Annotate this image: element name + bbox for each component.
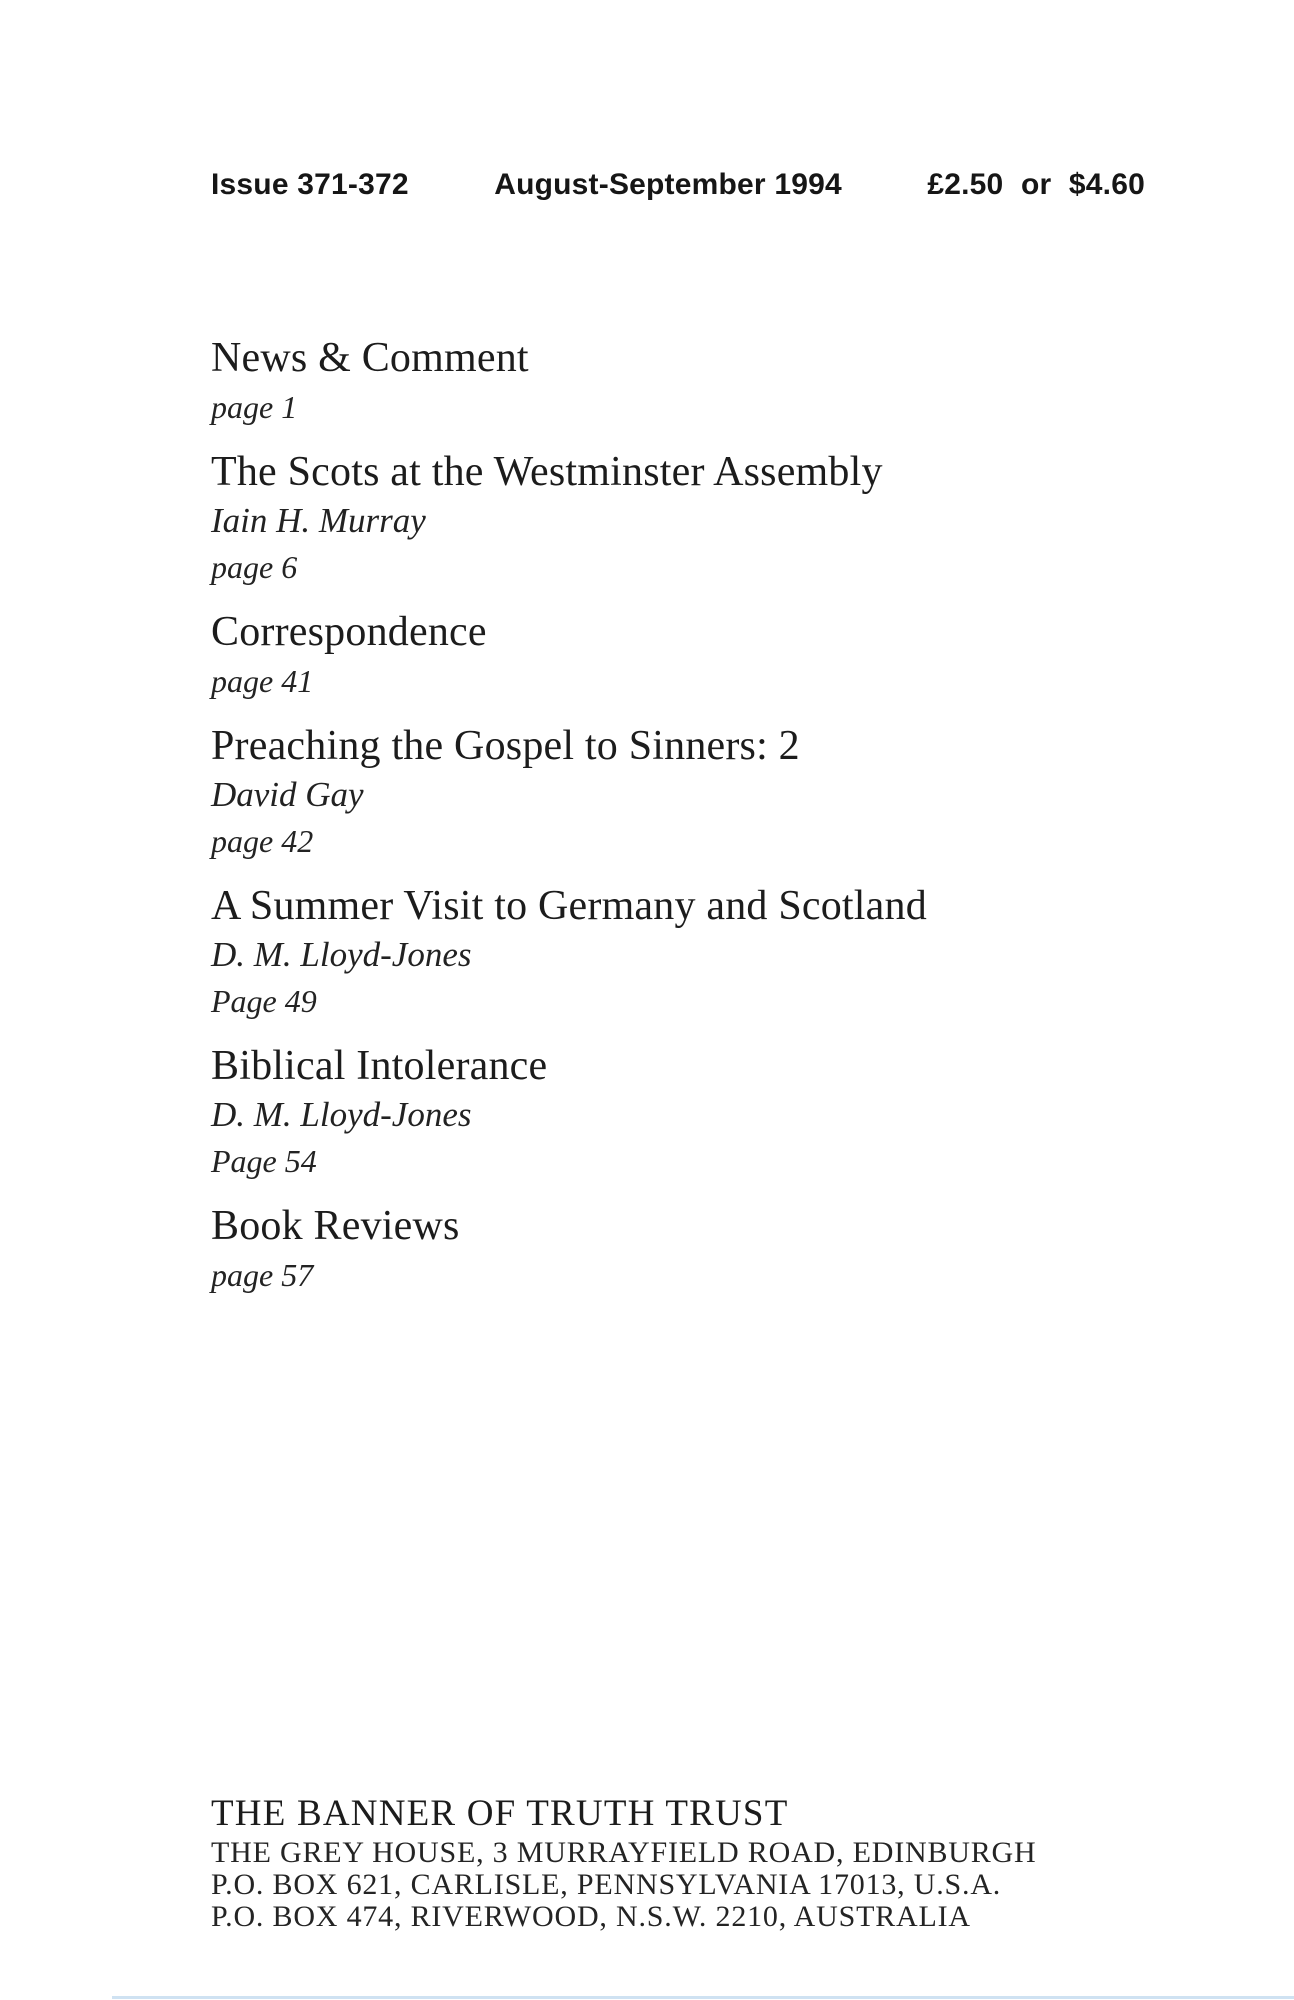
article-page: page 6 [211,549,298,585]
article-title: Biblical Intolerance [211,1043,548,1089]
toc-entry [211,880,1204,1024]
toc-entry [211,332,1204,430]
publisher-block [211,1790,1234,1933]
article-title: News & Comment [211,335,529,381]
article-page: page 1 [211,389,298,425]
toc-entry [211,446,1204,590]
toc-entry [211,1040,1204,1184]
publisher-address-edinburgh: THE GREY HOUSE, 3 MURRAYFIELD ROAD, EDINBURGH [211,1836,1037,1869]
issue-header [211,168,1145,202]
article-title: Book Reviews [211,1203,460,1249]
article-page: Page 54 [211,1143,317,1179]
scan-edge-line [112,1996,1294,1999]
publisher-address-australia: P.O. BOX 474, RIVERWOOD, N.S.W. 2210, AUSTRALIA [211,1900,971,1933]
article-author: David Gay [211,775,364,814]
article-page: page 57 [211,1257,314,1293]
toc-entry [211,1200,1204,1298]
publisher-name: THE BANNER OF TRUTH TRUST [211,1793,789,1834]
article-title: A Summer Visit to Germany and Scotland [211,883,927,929]
article-page: Page 49 [211,983,317,1019]
article-title: Preaching the Gospel to Sinners: 2 [211,723,800,769]
table-of-contents [211,332,1204,1314]
article-author: D. M. Lloyd-Jones [211,1095,472,1134]
issue-date: August-September 1994 [494,168,842,201]
toc-entry [211,606,1204,704]
issue-number: Issue 371-372 [211,168,409,201]
article-author: Iain H. Murray [211,501,426,540]
article-title: Correspondence [211,609,487,655]
article-author: D. M. Lloyd-Jones [211,935,472,974]
publisher-address-usa: P.O. BOX 621, CARLISLE, PENNSYLVANIA 17013, U.S.A. [211,1868,1002,1901]
issue-price: £2.50 or $4.60 [927,168,1145,201]
article-page: page 42 [211,823,314,859]
article-title: The Scots at the Westminster Assembly [211,449,883,495]
toc-entry [211,720,1204,864]
article-page: page 41 [211,663,314,699]
